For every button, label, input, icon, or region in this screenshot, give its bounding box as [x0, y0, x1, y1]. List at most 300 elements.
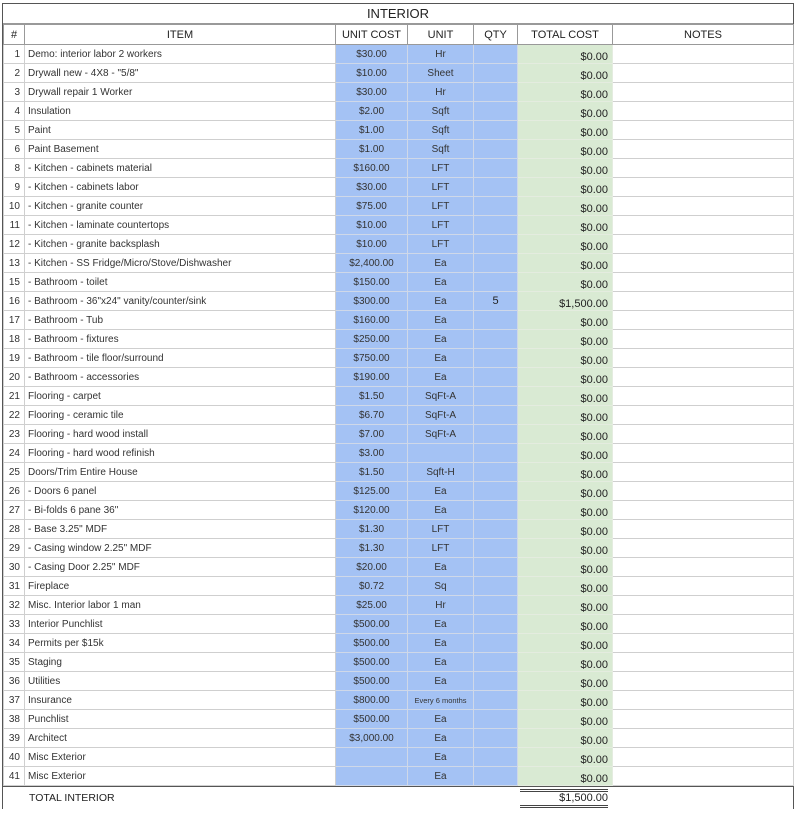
row-number[interactable]: 9	[4, 178, 25, 197]
qty-cell[interactable]	[474, 672, 518, 691]
unit-cell[interactable]: Sq	[408, 577, 474, 596]
item-cell[interactable]: Flooring - ceramic tile	[25, 406, 336, 425]
total-cost-cell[interactable]: $0.00	[518, 653, 613, 672]
qty-cell[interactable]	[474, 406, 518, 425]
row-number[interactable]: 24	[4, 444, 25, 463]
unit-cost-cell[interactable]	[336, 748, 408, 767]
item-cell[interactable]: Interior Punchlist	[25, 615, 336, 634]
table-row	[4, 292, 794, 311]
notes-cell[interactable]	[613, 672, 794, 691]
total-cost-cell[interactable]: $0.00	[518, 330, 613, 349]
unit-cost-cell[interactable]: $20.00	[336, 558, 408, 577]
unit-cost-cell[interactable]: $6.70	[336, 406, 408, 425]
item-cell[interactable]: Paint	[25, 121, 336, 140]
total-cost-cell[interactable]: $0.00	[518, 368, 613, 387]
total-label: TOTAL INTERIOR	[3, 787, 517, 810]
total-cost-cell[interactable]: $0.00	[518, 691, 613, 710]
qty-cell[interactable]: 5	[474, 292, 518, 311]
item-cell[interactable]: Flooring - hard wood install	[25, 425, 336, 444]
qty-cell[interactable]	[474, 83, 518, 102]
unit-cost-cell[interactable]: $30.00	[336, 83, 408, 102]
unit-cost-cell[interactable]: $500.00	[336, 710, 408, 729]
unit-cost-cell[interactable]: $500.00	[336, 653, 408, 672]
header-num: #	[4, 25, 25, 45]
total-cost-cell[interactable]: $0.00	[518, 463, 613, 482]
total-cost-cell[interactable]: $0.00	[518, 349, 613, 368]
unit-cell[interactable]: Sheet	[408, 64, 474, 83]
row-number[interactable]: 21	[4, 387, 25, 406]
unit-cost-cell[interactable]: $1.30	[336, 520, 408, 539]
table-row	[4, 653, 794, 672]
notes-cell[interactable]	[613, 83, 794, 102]
total-cost-cell[interactable]: $0.00	[518, 197, 613, 216]
row-number[interactable]: 40	[4, 748, 25, 767]
unit-cell[interactable]: Ea	[408, 558, 474, 577]
item-cell[interactable]: Insulation	[25, 102, 336, 121]
unit-cost-cell[interactable]: $1.50	[336, 387, 408, 406]
unit-cell[interactable]: Ea	[408, 653, 474, 672]
table-row	[4, 216, 794, 235]
row-number[interactable]: 8	[4, 159, 25, 178]
unit-cost-cell[interactable]: $125.00	[336, 482, 408, 501]
row-number[interactable]: 26	[4, 482, 25, 501]
unit-cost-cell[interactable]: $30.00	[336, 178, 408, 197]
unit-cell[interactable]: Hr	[408, 83, 474, 102]
notes-cell[interactable]	[613, 691, 794, 710]
table-row	[4, 178, 794, 197]
row-number[interactable]: 31	[4, 577, 25, 596]
unit-cost-cell[interactable]: $10.00	[336, 235, 408, 254]
unit-cost-cell[interactable]: $1.50	[336, 463, 408, 482]
total-cost-cell[interactable]: $0.00	[518, 83, 613, 102]
notes-cell[interactable]	[613, 45, 794, 64]
unit-cell[interactable]: Ea	[408, 254, 474, 273]
unit-cost-cell[interactable]: $7.00	[336, 425, 408, 444]
qty-cell[interactable]	[474, 330, 518, 349]
unit-cell[interactable]: Ea	[408, 368, 474, 387]
unit-cost-cell[interactable]: $160.00	[336, 311, 408, 330]
row-number[interactable]: 34	[4, 634, 25, 653]
unit-cell[interactable]: Ea	[408, 672, 474, 691]
qty-cell[interactable]	[474, 425, 518, 444]
table-row	[4, 273, 794, 292]
qty-cell[interactable]	[474, 140, 518, 159]
row-number[interactable]: 17	[4, 311, 25, 330]
total-cost-cell[interactable]: $0.00	[518, 64, 613, 83]
row-number[interactable]: 16	[4, 292, 25, 311]
table-row	[4, 159, 794, 178]
item-cell[interactable]: - Bathroom - toilet	[25, 273, 336, 292]
unit-cell[interactable]: LFT	[408, 197, 474, 216]
qty-cell[interactable]	[474, 349, 518, 368]
notes-cell[interactable]	[613, 767, 794, 786]
qty-cell[interactable]	[474, 368, 518, 387]
item-cell[interactable]: Demo: interior labor 2 workers	[25, 45, 336, 64]
notes-cell[interactable]	[613, 406, 794, 425]
item-cell[interactable]: Insurance	[25, 691, 336, 710]
row-number[interactable]: 1	[4, 45, 25, 64]
table-row	[4, 197, 794, 216]
unit-cost-cell[interactable]: $10.00	[336, 64, 408, 83]
row-number[interactable]: 4	[4, 102, 25, 121]
qty-cell[interactable]	[474, 729, 518, 748]
header-unit-cost: UNIT COST	[336, 25, 408, 45]
row-number[interactable]: 33	[4, 615, 25, 634]
qty-cell[interactable]	[474, 273, 518, 292]
row-number[interactable]: 13	[4, 254, 25, 273]
notes-cell[interactable]	[613, 121, 794, 140]
table-row	[4, 235, 794, 254]
qty-cell[interactable]	[474, 463, 518, 482]
unit-cell[interactable]: LFT	[408, 178, 474, 197]
notes-cell[interactable]	[613, 64, 794, 83]
unit-cell[interactable]: Ea	[408, 710, 474, 729]
item-cell[interactable]: - Bathroom - 36"x24" vanity/counter/sink	[25, 292, 336, 311]
item-cell[interactable]: Flooring - carpet	[25, 387, 336, 406]
item-cell[interactable]: - Kitchen - cabinets material	[25, 159, 336, 178]
notes-cell[interactable]	[613, 463, 794, 482]
unit-cell[interactable]: Ea	[408, 482, 474, 501]
unit-cell[interactable]: Ea	[408, 767, 474, 786]
qty-cell[interactable]	[474, 311, 518, 330]
item-cell[interactable]: - Doors 6 panel	[25, 482, 336, 501]
total-table	[3, 786, 793, 809]
total-cost-cell[interactable]: $0.00	[518, 767, 613, 786]
total-cost-cell[interactable]: $0.00	[518, 748, 613, 767]
total-cost-cell[interactable]: $0.00	[518, 634, 613, 653]
item-cell[interactable]: - Bathroom - accessories	[25, 368, 336, 387]
total-cost-cell[interactable]: $0.00	[518, 577, 613, 596]
notes-cell[interactable]	[613, 653, 794, 672]
table-row	[4, 463, 794, 482]
total-notes-cell[interactable]	[612, 787, 793, 810]
notes-cell[interactable]	[613, 102, 794, 121]
row-number[interactable]: 12	[4, 235, 25, 254]
table-row	[4, 349, 794, 368]
notes-cell[interactable]	[613, 140, 794, 159]
qty-cell[interactable]	[474, 710, 518, 729]
total-cell[interactable]	[517, 787, 612, 810]
notes-cell[interactable]	[613, 425, 794, 444]
table-row	[4, 748, 794, 767]
unit-cost-cell[interactable]: $190.00	[336, 368, 408, 387]
total-cost-cell[interactable]: $0.00	[518, 311, 613, 330]
unit-cell[interactable]: Ea	[408, 729, 474, 748]
notes-cell[interactable]	[613, 235, 794, 254]
row-number[interactable]: 19	[4, 349, 25, 368]
unit-cost-cell[interactable]: $75.00	[336, 197, 408, 216]
unit-cost-cell[interactable]: $750.00	[336, 349, 408, 368]
unit-cell[interactable]: Ea	[408, 615, 474, 634]
notes-cell[interactable]	[613, 558, 794, 577]
total-cost-cell[interactable]: $0.00	[518, 425, 613, 444]
unit-cell[interactable]: LFT	[408, 216, 474, 235]
item-cell[interactable]: - Bathroom - Tub	[25, 311, 336, 330]
qty-cell[interactable]	[474, 159, 518, 178]
row-number[interactable]: 27	[4, 501, 25, 520]
row-number[interactable]: 2	[4, 64, 25, 83]
notes-cell[interactable]	[613, 577, 794, 596]
unit-cell[interactable]: LFT	[408, 520, 474, 539]
total-cost-cell[interactable]: $0.00	[518, 121, 613, 140]
qty-cell[interactable]	[474, 216, 518, 235]
notes-cell[interactable]	[613, 273, 794, 292]
unit-cost-cell[interactable]: $2,400.00	[336, 254, 408, 273]
unit-cell[interactable]: Hr	[408, 596, 474, 615]
notes-cell[interactable]	[613, 710, 794, 729]
row-number[interactable]: 22	[4, 406, 25, 425]
unit-cost-cell[interactable]: $3.00	[336, 444, 408, 463]
unit-cost-cell[interactable]: $10.00	[336, 216, 408, 235]
row-number[interactable]: 15	[4, 273, 25, 292]
notes-cell[interactable]	[613, 634, 794, 653]
unit-cost-cell[interactable]: $1.00	[336, 140, 408, 159]
unit-cost-cell[interactable]	[336, 767, 408, 786]
notes-cell[interactable]	[613, 539, 794, 558]
qty-cell[interactable]	[474, 501, 518, 520]
qty-cell[interactable]	[474, 767, 518, 786]
qty-cell[interactable]	[474, 235, 518, 254]
qty-cell[interactable]	[474, 482, 518, 501]
unit-cost-cell[interactable]: $1.00	[336, 121, 408, 140]
item-cell[interactable]: Flooring - hard wood refinish	[25, 444, 336, 463]
notes-cell[interactable]	[613, 596, 794, 615]
unit-cell[interactable]: Ea	[408, 330, 474, 349]
row-number[interactable]: 41	[4, 767, 25, 786]
notes-cell[interactable]	[613, 178, 794, 197]
notes-cell[interactable]	[613, 368, 794, 387]
total-cost-cell[interactable]: $0.00	[518, 178, 613, 197]
qty-cell[interactable]	[474, 178, 518, 197]
row-number[interactable]: 3	[4, 83, 25, 102]
total-cost-cell[interactable]: $0.00	[518, 387, 613, 406]
unit-cell[interactable]: Sqft	[408, 121, 474, 140]
row-number[interactable]: 6	[4, 140, 25, 159]
unit-cost-cell[interactable]: $120.00	[336, 501, 408, 520]
item-cell[interactable]: - Bi-folds 6 pane 36"	[25, 501, 336, 520]
item-cell[interactable]: Doors/Trim Entire House	[25, 463, 336, 482]
unit-cell[interactable]: Ea	[408, 501, 474, 520]
row-number[interactable]: 29	[4, 539, 25, 558]
notes-cell[interactable]	[613, 159, 794, 178]
item-cell[interactable]: Misc Exterior	[25, 748, 336, 767]
qty-cell[interactable]	[474, 444, 518, 463]
qty-cell[interactable]	[474, 615, 518, 634]
qty-cell[interactable]	[474, 254, 518, 273]
unit-cell[interactable]: Ea	[408, 311, 474, 330]
total-cost-cell[interactable]: $0.00	[518, 558, 613, 577]
notes-cell[interactable]	[613, 197, 794, 216]
table-row	[4, 577, 794, 596]
total-cost-cell[interactable]: $1,500.00	[518, 292, 613, 311]
notes-cell[interactable]	[613, 330, 794, 349]
total-cost-cell[interactable]: $0.00	[518, 45, 613, 64]
unit-cost-cell[interactable]: $160.00	[336, 159, 408, 178]
total-cost-cell[interactable]: $0.00	[518, 444, 613, 463]
qty-cell[interactable]	[474, 691, 518, 710]
row-number[interactable]: 18	[4, 330, 25, 349]
qty-cell[interactable]	[474, 197, 518, 216]
row-number[interactable]: 39	[4, 729, 25, 748]
qty-cell[interactable]	[474, 577, 518, 596]
item-cell[interactable]: Punchlist	[25, 710, 336, 729]
item-cell[interactable]: - Kitchen - granite backsplash	[25, 235, 336, 254]
unit-cell[interactable]: SqFt-A	[408, 387, 474, 406]
item-cell[interactable]: Paint Basement	[25, 140, 336, 159]
item-cell[interactable]: Misc. Interior labor 1 man	[25, 596, 336, 615]
total-cost-cell[interactable]: $0.00	[518, 273, 613, 292]
total-cost-cell[interactable]: $0.00	[518, 501, 613, 520]
total-cost-cell[interactable]: $0.00	[518, 159, 613, 178]
item-cell[interactable]: - Kitchen - laminate countertops	[25, 216, 336, 235]
unit-cost-cell[interactable]: $300.00	[336, 292, 408, 311]
total-cost-cell[interactable]: $0.00	[518, 102, 613, 121]
item-cell[interactable]: - Base 3.25" MDF	[25, 520, 336, 539]
row-number[interactable]: 35	[4, 653, 25, 672]
notes-cell[interactable]	[613, 444, 794, 463]
total-cost-cell[interactable]: $0.00	[518, 729, 613, 748]
total-cost-cell[interactable]: $0.00	[518, 482, 613, 501]
row-number[interactable]: 20	[4, 368, 25, 387]
unit-cell[interactable]: LFT	[408, 235, 474, 254]
item-cell[interactable]: - Casing window 2.25" MDF	[25, 539, 336, 558]
notes-cell[interactable]	[613, 349, 794, 368]
unit-cell[interactable]: Sqft-H	[408, 463, 474, 482]
item-cell[interactable]: - Kitchen - granite counter	[25, 197, 336, 216]
qty-cell[interactable]	[474, 634, 518, 653]
unit-cell[interactable]: Ea	[408, 273, 474, 292]
row-number[interactable]: 36	[4, 672, 25, 691]
unit-cell[interactable]: SqFt-A	[408, 406, 474, 425]
unit-cell[interactable]: Ea	[408, 349, 474, 368]
unit-cost-cell[interactable]: $500.00	[336, 615, 408, 634]
qty-cell[interactable]	[474, 748, 518, 767]
unit-cost-cell[interactable]: $30.00	[336, 45, 408, 64]
unit-cost-cell[interactable]: $2.00	[336, 102, 408, 121]
total-cost-cell[interactable]: $0.00	[518, 520, 613, 539]
total-cost-cell[interactable]: $0.00	[518, 406, 613, 425]
unit-cell[interactable]: Hr	[408, 45, 474, 64]
unit-cell[interactable]: Ea	[408, 292, 474, 311]
unit-cell[interactable]: LFT	[408, 159, 474, 178]
total-cost-cell[interactable]: $0.00	[518, 710, 613, 729]
item-cell[interactable]: - Bathroom - fixtures	[25, 330, 336, 349]
row-number[interactable]: 32	[4, 596, 25, 615]
notes-cell[interactable]	[613, 216, 794, 235]
notes-cell[interactable]	[613, 254, 794, 273]
notes-cell[interactable]	[613, 748, 794, 767]
qty-cell[interactable]	[474, 121, 518, 140]
total-cost-cell[interactable]: $0.00	[518, 615, 613, 634]
row-number[interactable]: 30	[4, 558, 25, 577]
qty-cell[interactable]	[474, 64, 518, 83]
qty-cell[interactable]	[474, 102, 518, 121]
table-row	[4, 596, 794, 615]
qty-cell[interactable]	[474, 558, 518, 577]
item-cell[interactable]: Staging	[25, 653, 336, 672]
total-cost-cell[interactable]: $0.00	[518, 672, 613, 691]
total-cost-cell[interactable]: $0.00	[518, 539, 613, 558]
row-number[interactable]: 28	[4, 520, 25, 539]
item-cell[interactable]: Drywall repair 1 Worker	[25, 83, 336, 102]
unit-cost-cell[interactable]: $800.00	[336, 691, 408, 710]
qty-cell[interactable]	[474, 539, 518, 558]
qty-cell[interactable]	[474, 387, 518, 406]
item-cell[interactable]: - Casing Door 2.25" MDF	[25, 558, 336, 577]
total-cost-cell[interactable]: $0.00	[518, 216, 613, 235]
item-cell[interactable]: - Kitchen - cabinets labor	[25, 178, 336, 197]
row-number[interactable]: 38	[4, 710, 25, 729]
item-cell[interactable]: - Bathroom - tile floor/surround	[25, 349, 336, 368]
unit-cell[interactable]	[408, 444, 474, 463]
item-cell[interactable]: - Kitchen - SS Fridge/Micro/Stove/Dishwasher	[25, 254, 336, 273]
notes-cell[interactable]	[613, 292, 794, 311]
item-cell[interactable]: Fireplace	[25, 577, 336, 596]
unit-cell[interactable]: Every 6 months	[408, 691, 474, 710]
qty-cell[interactable]	[474, 45, 518, 64]
notes-cell[interactable]	[613, 615, 794, 634]
item-cell[interactable]: Utilities	[25, 672, 336, 691]
row-number[interactable]: 5	[4, 121, 25, 140]
total-cost-cell[interactable]: $0.00	[518, 254, 613, 273]
row-number[interactable]: 23	[4, 425, 25, 444]
unit-cell[interactable]: LFT	[408, 539, 474, 558]
row-number[interactable]: 11	[4, 216, 25, 235]
row-number[interactable]: 37	[4, 691, 25, 710]
notes-cell[interactable]	[613, 729, 794, 748]
qty-cell[interactable]	[474, 520, 518, 539]
unit-cell[interactable]: Ea	[408, 748, 474, 767]
spreadsheet	[2, 3, 794, 809]
unit-cell[interactable]: SqFt-A	[408, 425, 474, 444]
unit-cost-cell[interactable]: $1.30	[336, 539, 408, 558]
item-cell[interactable]: Misc Exterior	[25, 767, 336, 786]
unit-cost-cell[interactable]: $500.00	[336, 634, 408, 653]
unit-cost-cell[interactable]: $25.00	[336, 596, 408, 615]
total-cost-cell[interactable]: $0.00	[518, 140, 613, 159]
notes-cell[interactable]	[613, 311, 794, 330]
table-row	[4, 64, 794, 83]
total-cost-cell[interactable]: $0.00	[518, 596, 613, 615]
unit-cost-cell[interactable]: $3,000.00	[336, 729, 408, 748]
item-cell[interactable]: Architect	[25, 729, 336, 748]
notes-cell[interactable]	[613, 520, 794, 539]
notes-cell[interactable]	[613, 501, 794, 520]
unit-cost-cell[interactable]: $250.00	[336, 330, 408, 349]
row-number[interactable]: 25	[4, 463, 25, 482]
unit-cell[interactable]: Ea	[408, 634, 474, 653]
notes-cell[interactable]	[613, 482, 794, 501]
unit-cost-cell[interactable]: $500.00	[336, 672, 408, 691]
unit-cost-cell[interactable]: $0.72	[336, 577, 408, 596]
qty-cell[interactable]	[474, 653, 518, 672]
table-row	[4, 368, 794, 387]
unit-cell[interactable]: Sqft	[408, 140, 474, 159]
table-row	[4, 102, 794, 121]
item-cell[interactable]: Permits per $15k	[25, 634, 336, 653]
row-number[interactable]: 10	[4, 197, 25, 216]
total-row	[3, 787, 793, 810]
unit-cost-cell[interactable]: $150.00	[336, 273, 408, 292]
notes-cell[interactable]	[613, 387, 794, 406]
item-cell[interactable]: Drywall new - 4X8 - "5/8"	[25, 64, 336, 83]
total-value: $1,500.00	[520, 789, 608, 808]
qty-cell[interactable]	[474, 596, 518, 615]
table-row	[4, 558, 794, 577]
table-row	[4, 634, 794, 653]
unit-cell[interactable]: Sqft	[408, 102, 474, 121]
total-cost-cell[interactable]: $0.00	[518, 235, 613, 254]
